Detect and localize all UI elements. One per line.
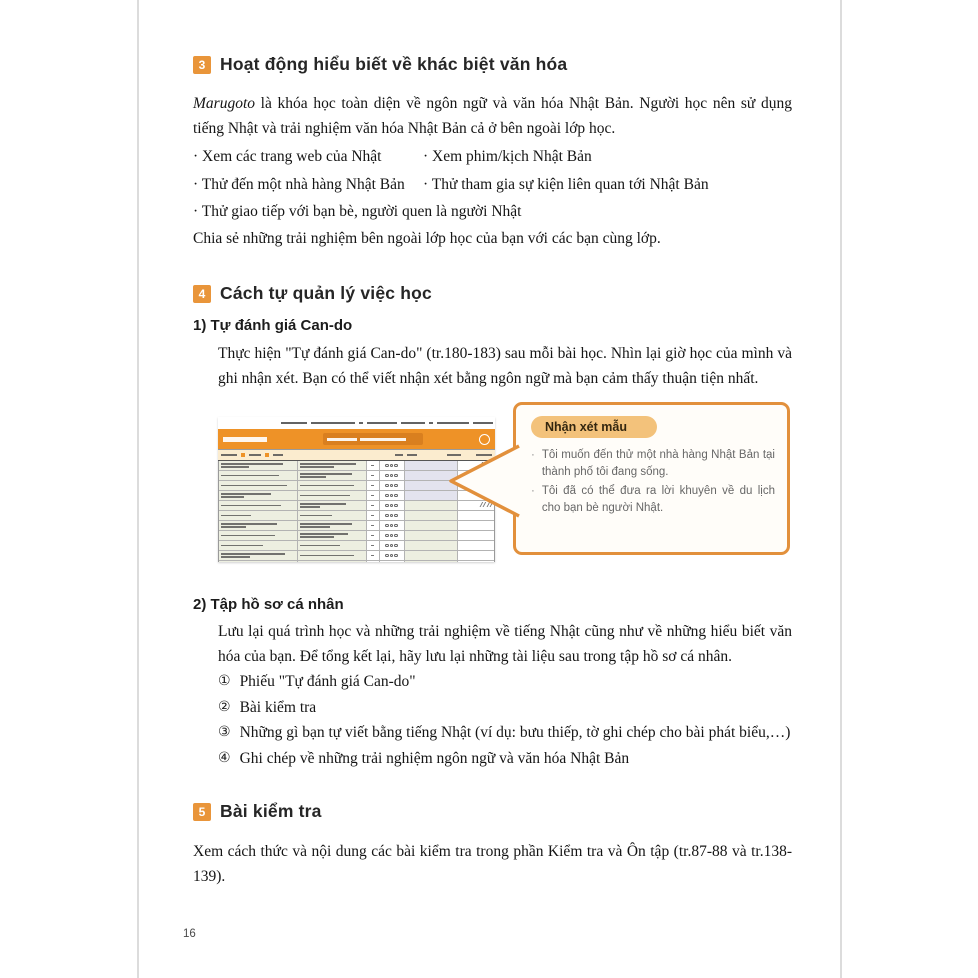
callout-tail — [445, 443, 521, 519]
section-5-title: Bài kiểm tra — [220, 801, 322, 821]
list-item — [218, 695, 792, 721]
subsection-2-para: Lưu lại quá trình học và những trải nghiệm về tiếng Nhật cũng như về những hiểu biết văn hóa của bạn. Để tổng kết lại, hãy lưu lại những tài liệu sau trong tập hồ sơ cá nhân. — [218, 623, 792, 665]
page-content — [193, 0, 792, 889]
page-left-edge — [137, 0, 139, 978]
section-3-badge: 3 — [193, 56, 211, 74]
section-3-closing: Chia sẻ những trải nghiệm bên ngoài lớp học của bạn với các bạn cùng lớp. — [193, 230, 661, 247]
list-item — [218, 746, 792, 772]
cando-sheet-row — [219, 551, 494, 561]
callout-item-text: Tôi đã có thể đưa ra lời khuyên về du lịch cho bạn bè người Nhật. — [541, 485, 775, 514]
circled-number: ② — [218, 698, 231, 715]
list-item-text: Bài kiểm tra — [239, 698, 317, 716]
callout-title: Nhận xét mẫu — [531, 416, 657, 438]
callout-item — [531, 483, 775, 516]
cando-sheet-row — [219, 561, 494, 562]
subsection-1-para: Thực hiện "Tự đánh giá Can-do" (tr.180-183) sau mỗi bài học. Nhìn lại giờ học của mình và ghi nhận xét. Bạn có thể viết nhận xét bằng ngôn ngữ mà bạn cảm thấy thuận tiện nhất. — [218, 345, 792, 387]
section-4-heading — [193, 283, 792, 304]
callout-item-text: Tôi muốn đến thử một nhà hàng Nhật Bản tại thành phố tôi đang sống. — [541, 449, 775, 478]
list-item-text: Những gì bạn tự viết bằng tiếng Nhật (ví dụ: bưu thiếp, tờ ghi chép cho bài phát biểu,…) — [239, 724, 791, 741]
section-5-heading — [193, 801, 792, 822]
bullet-item: · Xem các trang web của Nhật — [193, 148, 382, 165]
cando-sheet-row — [219, 521, 494, 531]
circled-number: ① — [218, 673, 231, 689]
sheet-caption-line — [218, 417, 495, 429]
section-5-para: Xem cách thức và nội dung các bài kiểm tra trong phần Kiểm tra và Ôn tập (tr.87-88 và tr.138-139). — [193, 843, 792, 885]
bullet-dot: · — [531, 485, 535, 497]
section-4-badge: 4 — [193, 285, 211, 303]
subsection-1-title: 1) Tự đánh giá Can-do — [193, 317, 353, 334]
bullet-item: · Thử tham gia sự kiện liên quan tới Nhật Bản — [423, 176, 709, 193]
intro-italic-word: Marugoto — [193, 95, 255, 112]
portfolio-list — [218, 669, 792, 771]
callout-item — [531, 447, 775, 480]
bullet-item: · Thử giao tiếp với bạn bè, người quen là người Nhật — [193, 203, 522, 220]
sample-comment-callout — [513, 402, 790, 555]
activity-bullets — [193, 143, 792, 199]
subsection-2-title: 2) Tập hồ sơ cá nhân — [193, 596, 344, 613]
section-3-heading — [193, 54, 792, 75]
list-item — [218, 669, 792, 695]
bullet-dot: · — [531, 449, 535, 461]
section-3-title: Hoạt động hiểu biết về khác biệt văn hóa — [220, 54, 568, 74]
list-item — [218, 720, 792, 746]
section-3-intro — [193, 91, 792, 141]
section-4-title: Cách tự quản lý việc học — [220, 283, 432, 303]
circled-number: ③ — [218, 724, 231, 740]
section-5-badge: 5 — [193, 803, 211, 821]
circled-number: ④ — [218, 749, 231, 766]
page-right-edge — [840, 0, 842, 978]
cando-figure — [193, 402, 792, 562]
page-number: 16 — [183, 928, 196, 940]
bullet-item: · Xem phim/kịch Nhật Bản — [423, 148, 592, 165]
cando-sheet-row — [219, 541, 494, 551]
list-item-text: Phiếu "Tự đánh giá Can-do" — [239, 673, 416, 690]
cando-sheet-row — [219, 531, 494, 541]
bullet-item: · Thử đến một nhà hàng Nhật Bản — [193, 176, 405, 193]
list-item-text: Ghi chép về những trải nghiệm ngôn ngữ và văn hóa Nhật Bản — [239, 749, 630, 767]
intro-text: là khóa học toàn diện về ngôn ngữ và văn hóa Nhật Bản. Người học nên sử dụng tiếng Nhật và trải nghiệm văn hóa Nhật Bản cả ở bên ngoài lớp học. — [193, 95, 792, 137]
